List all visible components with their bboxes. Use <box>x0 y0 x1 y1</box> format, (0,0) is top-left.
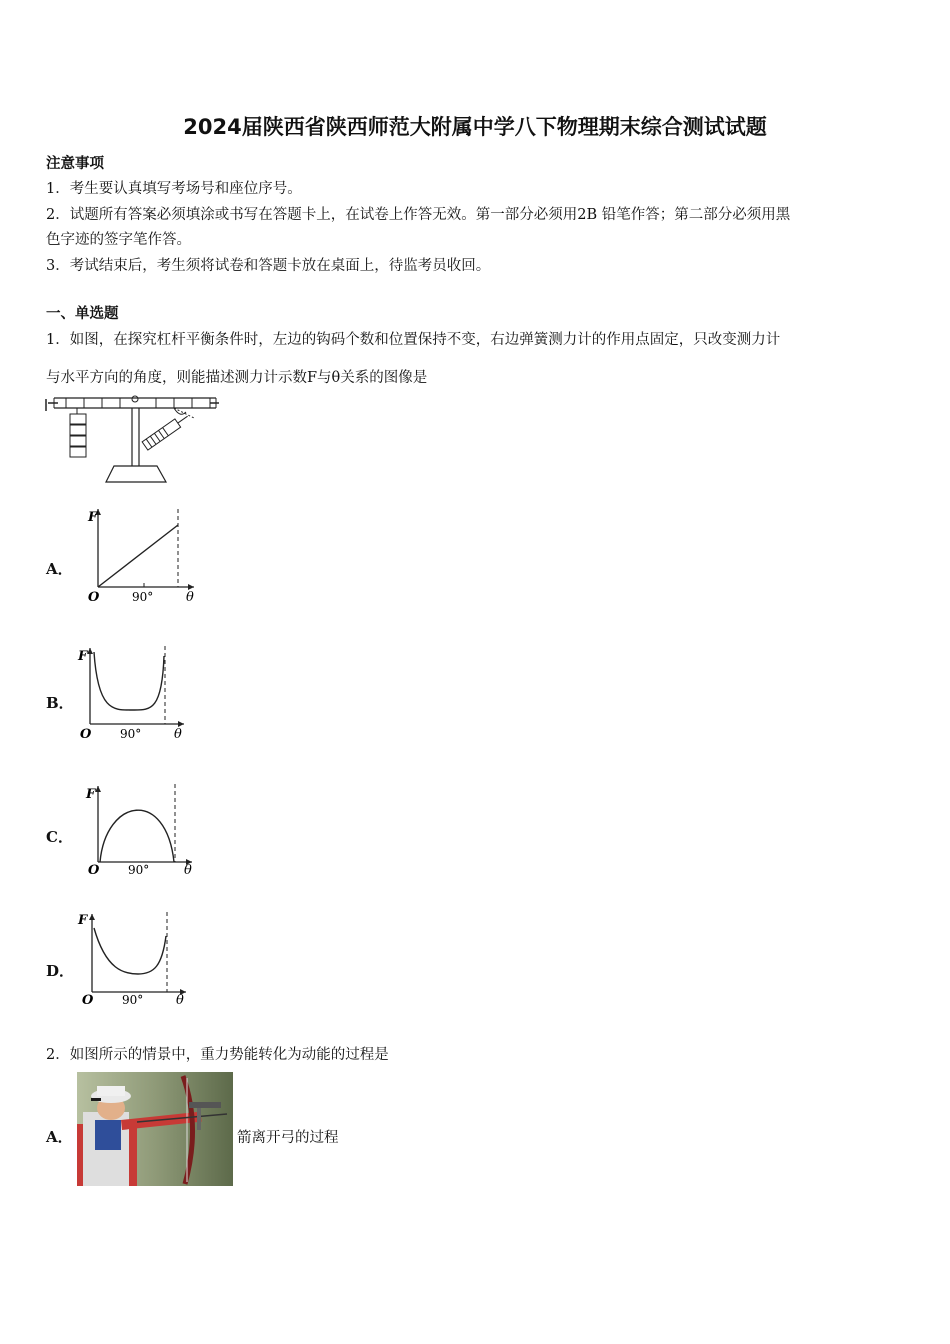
page-title: 2024届陕西省陕西师范大附属中学八下物理期末综合测试试题 <box>183 115 767 139</box>
option-a-graph[interactable] <box>84 505 204 605</box>
option-a-label[interactable]: A． <box>46 560 73 578</box>
option-d-label[interactable]: D． <box>46 962 75 980</box>
option-b-graph[interactable] <box>74 642 194 742</box>
tick-label: 90° <box>122 993 144 1007</box>
origin-label: O <box>88 863 100 878</box>
option-c-label[interactable]: C． <box>46 828 73 846</box>
q2-option-a-text: 箭离开弓的过程 <box>237 1130 339 1146</box>
q1-stem-line1: 1．如图，在探究杠杆平衡条件时，左边的钩码个数和位置保持不变，右边弹簧测力计的作用点固定，只改变测力计 <box>46 332 781 348</box>
axis-x-label: θ <box>174 727 182 742</box>
notice-heading: 注意事项 <box>46 155 104 172</box>
notice-item-2-cont: 色字迹的签字笔作答。 <box>46 232 191 248</box>
origin-label: O <box>88 590 100 605</box>
archer-photo <box>77 1072 233 1186</box>
option-d-graph[interactable] <box>76 906 196 1008</box>
notice-item-3: 3．考试结束后，考生须将试卷和答题卡放在桌面上，待监考员收回。 <box>46 258 491 274</box>
notice-item-1: 1．考生要认真填写考场号和座位序号。 <box>46 181 302 197</box>
axis-y-label: F <box>86 787 96 802</box>
origin-label: O <box>80 727 92 742</box>
tick-label: 90° <box>128 863 150 877</box>
origin-label: O <box>82 993 94 1008</box>
notice-item-2: 2．试题所有答案必须填涂或书写在答题卡上，在试卷上作答无效。第一部分必须用2B 铅笔作答；第二部分必须用黑 <box>46 207 791 223</box>
tick-label: 90° <box>132 590 154 604</box>
axis-x-label: θ <box>176 993 184 1008</box>
q1-stem-line2: 与水平方向的角度，则能描述测力计示数F与θ关系的图像是 <box>46 370 428 386</box>
axis-x-label: θ <box>186 590 194 605</box>
option-b-label[interactable]: B． <box>46 694 74 712</box>
tick-label: 90° <box>120 727 142 741</box>
option-c-graph[interactable] <box>82 778 202 878</box>
lever-apparatus-figure <box>44 394 220 486</box>
axis-y-label: F <box>78 649 88 664</box>
q2-stem: 2．如图所示的情景中，重力势能转化为动能的过程是 <box>46 1047 389 1063</box>
section-heading: 一、单选题 <box>46 305 119 322</box>
axis-x-label: θ <box>184 863 192 878</box>
axis-y-label: F <box>78 913 88 928</box>
axis-y-label: F <box>88 510 98 525</box>
q2-option-a-label[interactable]: A． <box>46 1128 73 1146</box>
